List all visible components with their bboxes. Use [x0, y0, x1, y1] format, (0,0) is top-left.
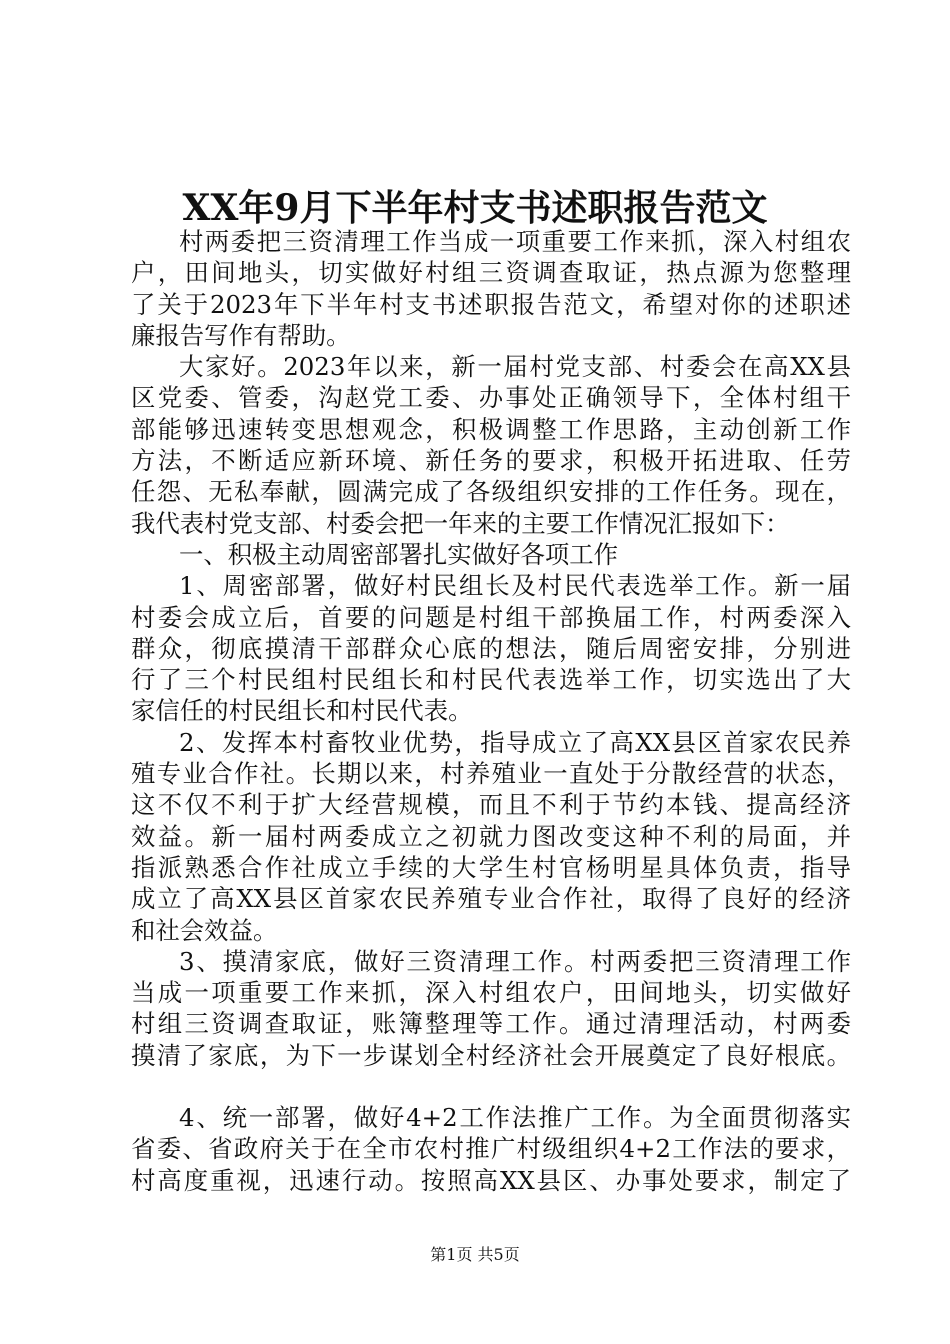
text-line: 我代表村党支部、村委会把一年来的主要工作情况汇报如下： — [131, 508, 790, 538]
text-line: 部能够迅速转变思想观念，积极调整工作思路，主动创新工作 — [131, 414, 851, 444]
text-line: 群众，彻底摸清干部群众心底的想法，随后周密安排，分别进 — [131, 633, 851, 663]
text-line: 这不仅不利于扩大经营规模，而且不利于节约本钱、提高经济 — [131, 790, 851, 820]
text-line: 大家好。2023年以来，新一届村党支部、村委会在高XX县 — [179, 352, 851, 382]
text-line: 3、摸清家底，做好三资清理工作。村两委把三资清理工作 — [179, 946, 851, 976]
text-line: 摸清了家底，为下一步谋划全村经济社会开展奠定了良好根底。 — [131, 1040, 851, 1070]
text-line: 行了三个村民组村民组长和村民代表选举工作，切实选出了大 — [131, 665, 851, 695]
text-line: 效益。新一届村两委成立之初就力图改变这种不利的局面，并 — [131, 821, 851, 851]
section-heading: 一、积极主动周密部署扎实做好各项工作 — [179, 539, 619, 569]
text-line: 户，田间地头，切实做好村组三资调查取证，热点源为您整理 — [131, 258, 851, 288]
text-line: 2、发挥本村畜牧业优势，指导成立了高XX县区首家农民养 — [179, 727, 851, 757]
document-title: XX年9月下半年村支书述职报告范文 — [182, 187, 768, 229]
text-line: 家信任的村民组长和村民代表。 — [131, 696, 473, 726]
text-line: 了关于2023年下半年村支书述职报告范文，希望对你的述职述 — [131, 289, 851, 319]
text-line: 村两委把三资清理工作当成一项重要工作来抓，深入村组农 — [179, 227, 851, 256]
document-body — [131, 226, 851, 1196]
text-line: 4、统一部署，做好4+2工作法推广工作。为全面贯彻落实 — [179, 1103, 851, 1133]
text-line: 村组三资调查取证，账簿整理等工作。通过清理活动，村两委 — [131, 1009, 851, 1039]
text-line: 方法，不断适应新环境、新任务的要求，积极开拓进取、任劳 — [131, 446, 851, 476]
text-line: 和社会效益。 — [131, 915, 278, 945]
paragraph-gap — [131, 1071, 851, 1102]
text-line: 任怨、无私奉献，圆满完成了各级组织安排的工作任务。现在， — [131, 477, 851, 507]
text-line: 村高度重视，迅速行动。按照高XX县区、办事处要求，制定了 — [131, 1165, 851, 1195]
text-line: 指派熟悉合作社成立手续的大学生村官杨明星具体负责，指导 — [131, 852, 851, 882]
page-number-footer: 第1页 共5页 — [430, 1245, 520, 1264]
text-line: 1、周密部署，做好村民组长及村民代表选举工作。新一届 — [179, 571, 851, 601]
text-line: 当成一项重要工作来抓，深入村组农户，田间地头，切实做好 — [131, 978, 851, 1008]
text-line: 廉报告写作有帮助。 — [131, 320, 351, 350]
text-line: 村委会成立后，首要的问题是村组干部换届工作，村两委深入 — [131, 602, 851, 632]
text-line: 殖专业合作社。长期以来，村养殖业一直处于分散经营的状态， — [131, 759, 851, 789]
text-line: 区党委、管委，沟赵党工委、办事处正确领导下，全体村组干 — [131, 383, 851, 413]
text-line: 省委、省政府关于在全市农村推广村级组织4+2工作法的要求， — [131, 1134, 851, 1164]
text-line: 成立了高XX县区首家农民养殖专业合作社，取得了良好的经济 — [131, 884, 851, 914]
